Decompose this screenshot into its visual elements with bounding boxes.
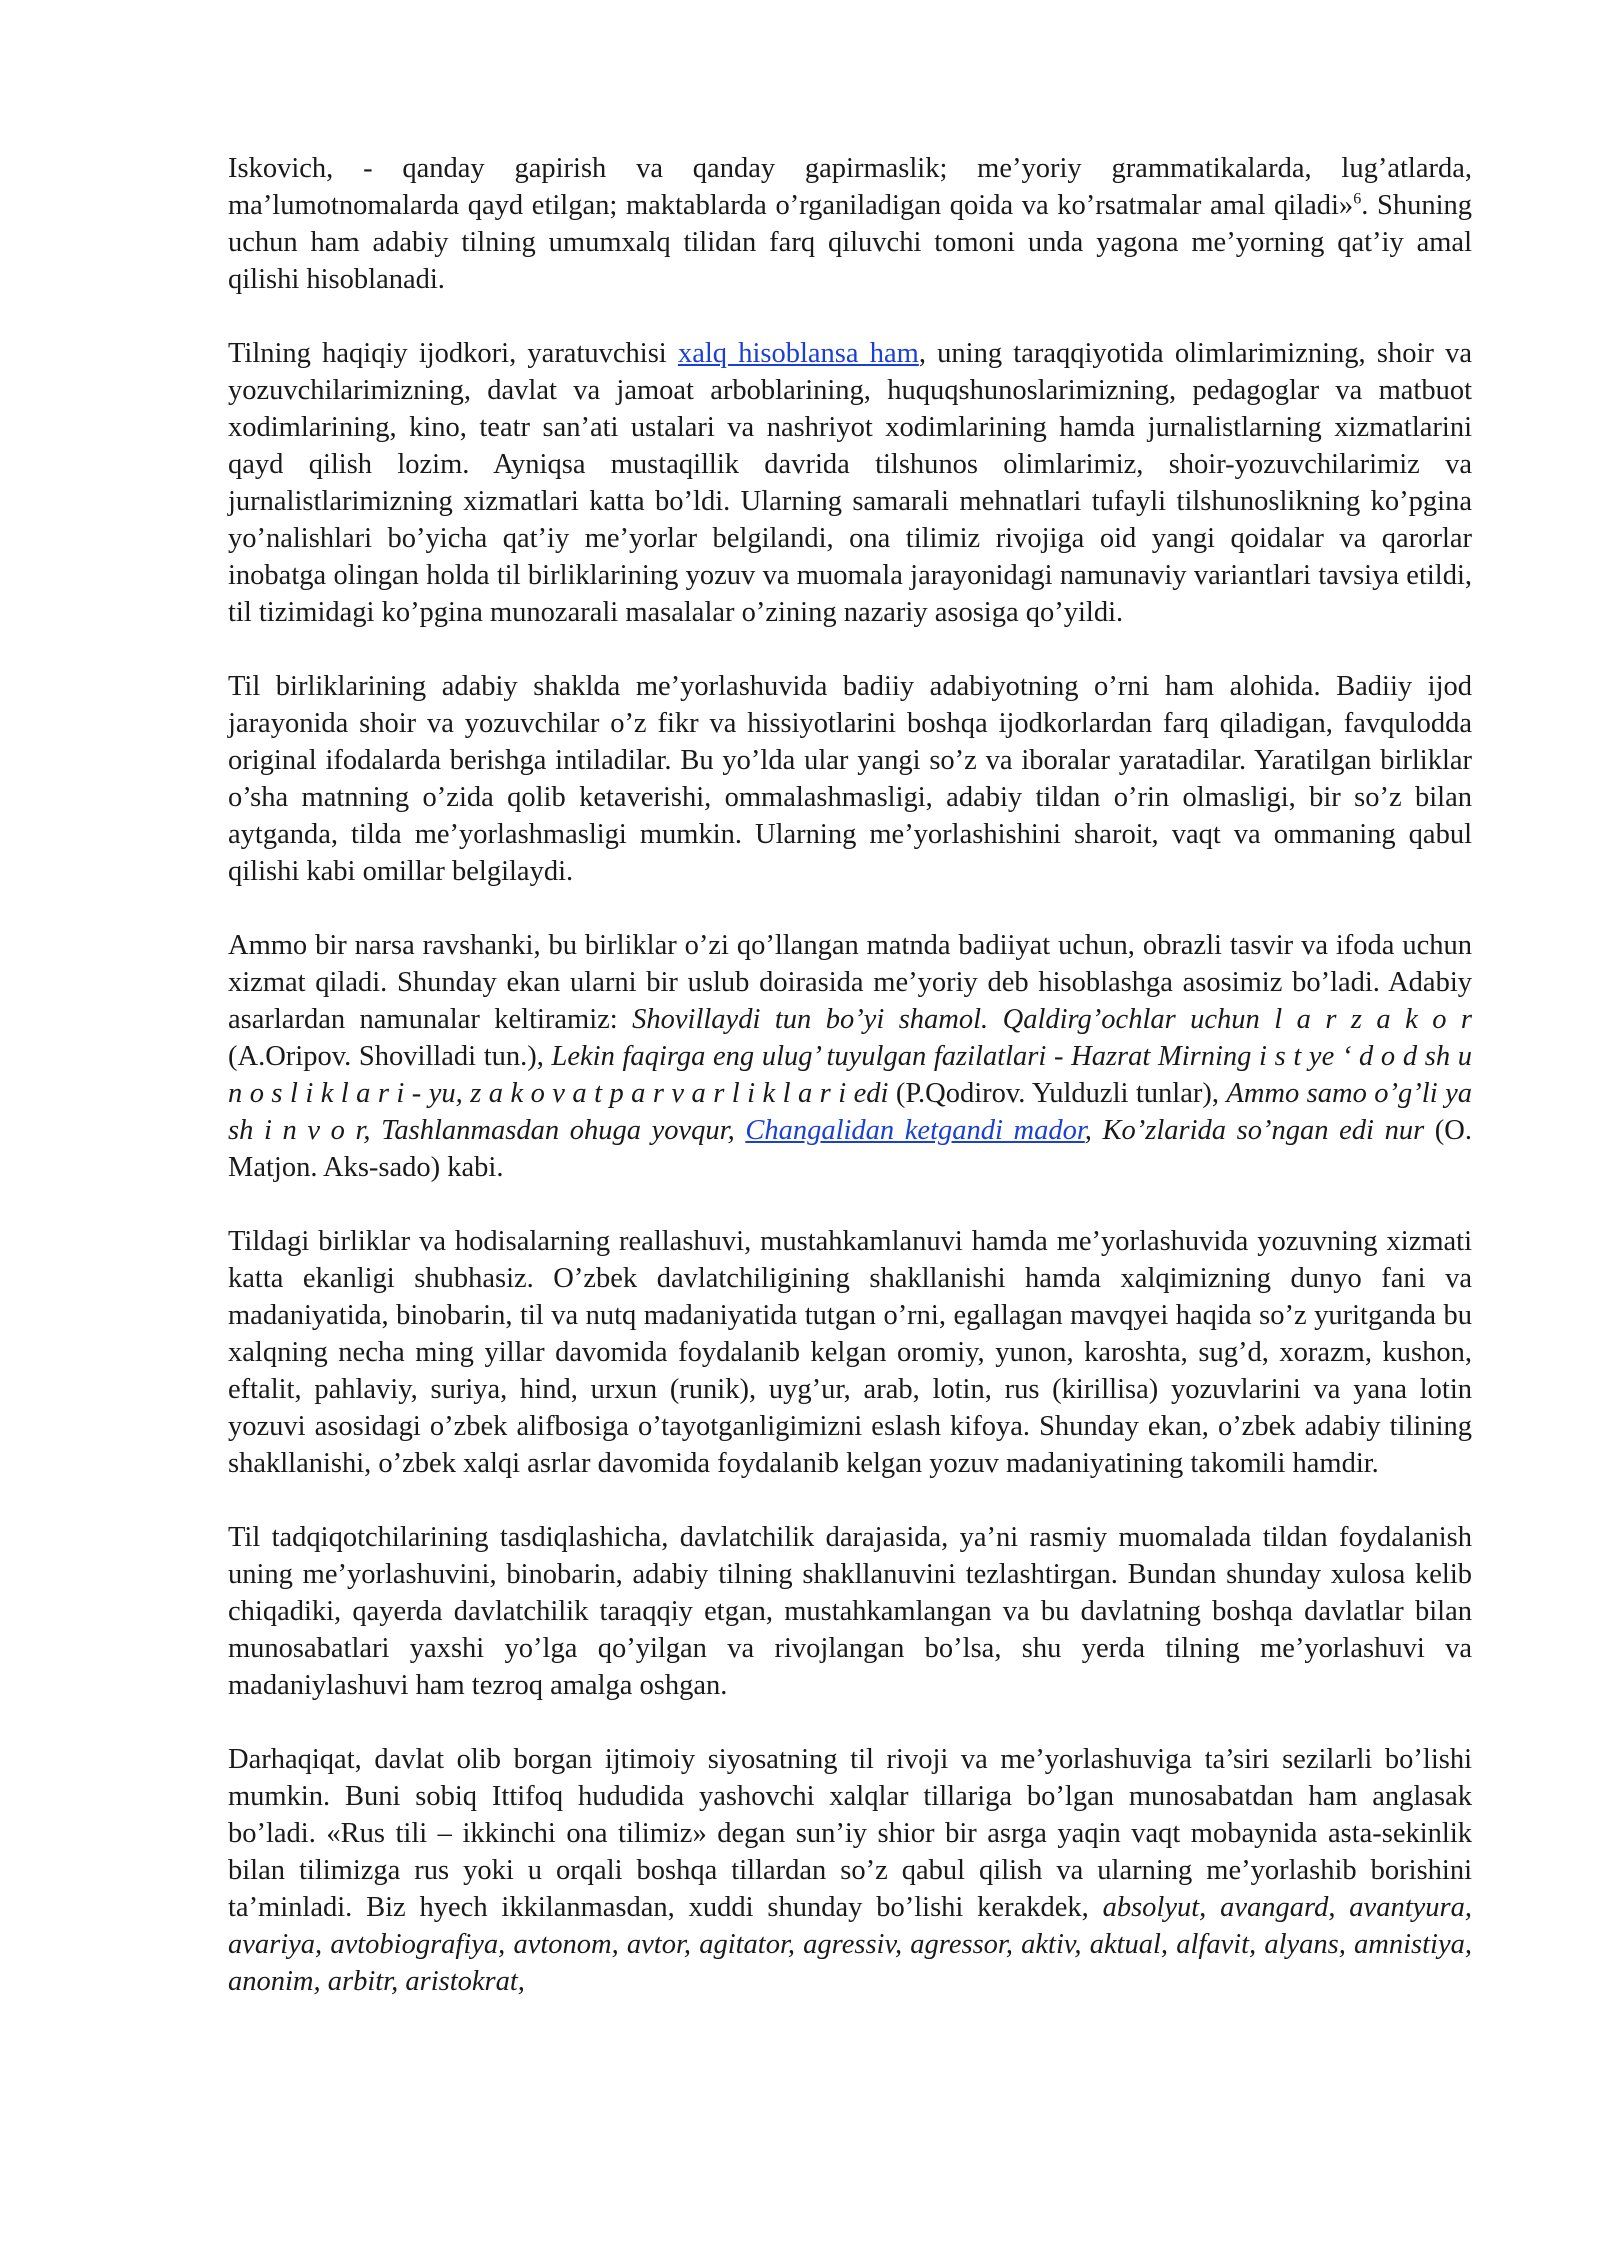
paragraph-5: Tildagi birliklar va hodisalarning reallashuvi, mustahkamlanuvi hamda me’yorlashuvida yozuvning xizmati katta ekanligi shubhasiz. O’zbek davlatchiligining shakllanishi hamda xalqimizning dunyo fani va madaniyatida, binobarin, til va nutq madaniyatida tutgan o’rni, egallagan mavqyei haqida so’z yuritganda bu xalqning necha ming yillar davomida foydalanib kelgan oromiy, yunon, karoshta, sug’d, xorazm, kushon, eftalit, pahlaviy, suriya, hind, urxun (runik), uyg’ur, arab, lotin, rus (kirillisa) yozuvlarini va yana lotin yozuvi asosidagi o’zbek alifbosiga o’tayotganligimizni eslash kifoya. Shunday ekan, o’zbek adabiy tilining shakllanishi, o’zbek xalqi asrlar davomida foydalanib kelgan yozuv madaniyatining takomili hamdir. — [228, 1226, 1472, 1479]
paragraph-4 — [228, 927, 1472, 1186]
quote-matjon-b: , Ko’zlarida so’ngan edi nur — [1084, 1115, 1425, 1146]
paragraph-3: Til birliklarining adabiy shaklda me’yorlashuvida badiiy adabiyotning o’rni ham alohida. Badiiy ijod jarayonida shoir va yozuvchilar o’z fikr va hissiyotlarini boshqa ijodkorlardan farq qiladigan, favqulodda original ifodalarda berishga intiladilar. Bu yo’lda ular yangi so’z va iboralar yaratadilar. Yaratilgan birliklar o’sha matnning o’zida qolib ketaverishi, ommalashmasligi, adabiy tildan o’rin olmasligi, bir so’z bilan aytganda, tilda me’yorlashmasligi mumkin. Ularning me’yorlashishini sharoit, vaqt va ommaning qabul qilishi kabi omillar belgilaydi. — [228, 671, 1472, 887]
footnote-marker[interactable]: 6 — [1353, 190, 1362, 208]
paragraph-1-text-b: . Shuning uchun ham adabiy tilning umumxalq tilidan farq qiluvchi tomoni unda yagona me’yorning qat’iy amal qilishi hisoblanadi. — [228, 190, 1472, 295]
paragraph-2-text-a: Tilning haqiqiy ijodkori, yaratuvchisi — [228, 338, 678, 369]
loanword-list: absolyut, avangard, avantyura, avariya, avtobiografiya, avtonom, avtor, agitator, agressiv, agressor, aktiv, aktual, alfavit, alyans, amnistiya, anonim, arbitr, aristokrat, — [228, 1892, 1472, 1997]
paragraph-6: Til tadqiqotchilarining tasdiqlashicha, davlatchilik darajasida, ya’ni rasmiy muomalada tildan foydalanish uning me’yorlashuvini, binobarin, adabiy tilning shakllanuvini tezlashtirgan. Bundan shunday xulosa kelib chiqadiki, qayerda davlatchilik taraqqiy etgan, mustahkamlangan va bu davlatning boshqa davlatlar bilan munosabatlari yaxshi yo’lga qo’yilgan va rivojlangan bo’lsa, shu yerda tilning me’yorlashuvi va madaniylashuvi ham tezroq amalga oshgan. — [228, 1522, 1472, 1701]
paragraph-4-text-a: Ammo bir narsa ravshanki, bu birliklar o’zi qo’llangan matnda badiiyat uchun, obrazli tasvir va ifoda uchun xizmat qiladi. Shunday ekan ularni bir uslub doirasida me’yoriy deb hisoblashga asosimiz bo’ladi. Adabiy asarlardan namunalar keltiramiz: — [228, 930, 1472, 1035]
paragraph-7-text-a: Darhaqiqat, davlat olib borgan ijtimoiy siyosatning til rivoji va me’yorlashuviga ta’siri sezilarli bo’lishi mumkin. Buni sobiq Ittifoq hududida yashovchi xalqlar tillariga bo’lgan munosabatdan ham anglasak bo’ladi. «Rus tili – ikkinchi ona tilimiz» degan sun’iy shior bir asrga yaqin vaqt mobaynida asta-sekinlik bilan tilimizga rus yoki u orqali boshqa tillardan so’z qabul qilish va ularning me’yorlashib borishini ta’minladi. Biz hyech ikkilanmasdan, xuddi shunday bo’lishi kerakdek, — [228, 1744, 1472, 1923]
paragraph-1-text-a: Iskovich, - qanday gapirish va qanday gapirmaslik; me’yoriy grammatikalarda, lug’atlarda, ma’lumotnomalarda qayd etilgan; maktablarda o’rganiladigan qoida va ko’rsatmalar amal qiladi» — [228, 153, 1472, 221]
paragraph-7 — [228, 1741, 1472, 2000]
document-body — [228, 150, 1472, 2000]
paragraph-2-text-b: , uning taraqqiyotida olimlarimizning, shoir va yozuvchilarimizning, davlat va jamoat arboblarining, huquqshunoslarimizning, pedagoglar va matbuot xodimlarining, kino, teatr san’ati ustalari va nashriyot xodimlarining hamda jurnalistlarning xizmatlarini qayd qilish lozim. Ayniqsa mustaqillik davrida tilshunos olimlarimiz, shoir-yozuvchilarimiz va jurnalistlarimizning xizmatlari katta bo’ldi. Ularning samarali mehnatlari tufayli tilshunoslikning ko’pgina yo’nalishlari bo’yicha qat’iy me’yorlar belgilandi, ona tilimiz rivojiga oid yangi qoidalar va qarorlar inobatga olingan holda til birliklarining yozuv va muomala jarayonidagi namunaviy variantlari tavsiya etildi, til tizimidagi ko’pgina munozarali masalalar o’zining nazariy asosiga qo’yildi. — [228, 338, 1472, 628]
inline-link-changalidan[interactable]: Changalidan ketgandi mador — [745, 1115, 1085, 1146]
quote-matjon-a: Ammo samo o’g’li ya sh i n v o r, Tashlanmasdan ohuga yovqur, — [228, 1078, 1472, 1146]
source-oripov: (A.Oripov. Shovilladi tun.), — [228, 1041, 552, 1072]
paragraph-1 — [228, 150, 1472, 298]
source-qodirov: (P.Qodirov. Yulduzli tunlar), — [888, 1078, 1227, 1109]
source-matjon: (O. Matjon. Aks-sado) kabi. — [228, 1115, 1472, 1183]
quote-oripov: Shovillaydi tun bo’yi shamol. Qaldirg’ochlar uchun l a r z a k o r — [632, 1004, 1472, 1035]
paragraph-2 — [228, 335, 1472, 631]
inline-link-xalq[interactable]: xalq hisoblansa ham — [677, 338, 919, 369]
quote-qodirov: Lekin faqirga eng ulug’ tuyulgan fazilatlari - Hazrat Mirning i s t ye ‘ d o d sh u n o s l i k l a r i - yu, z a k o v a t p a r v a r l i k l a r i edi — [228, 1041, 1472, 1109]
